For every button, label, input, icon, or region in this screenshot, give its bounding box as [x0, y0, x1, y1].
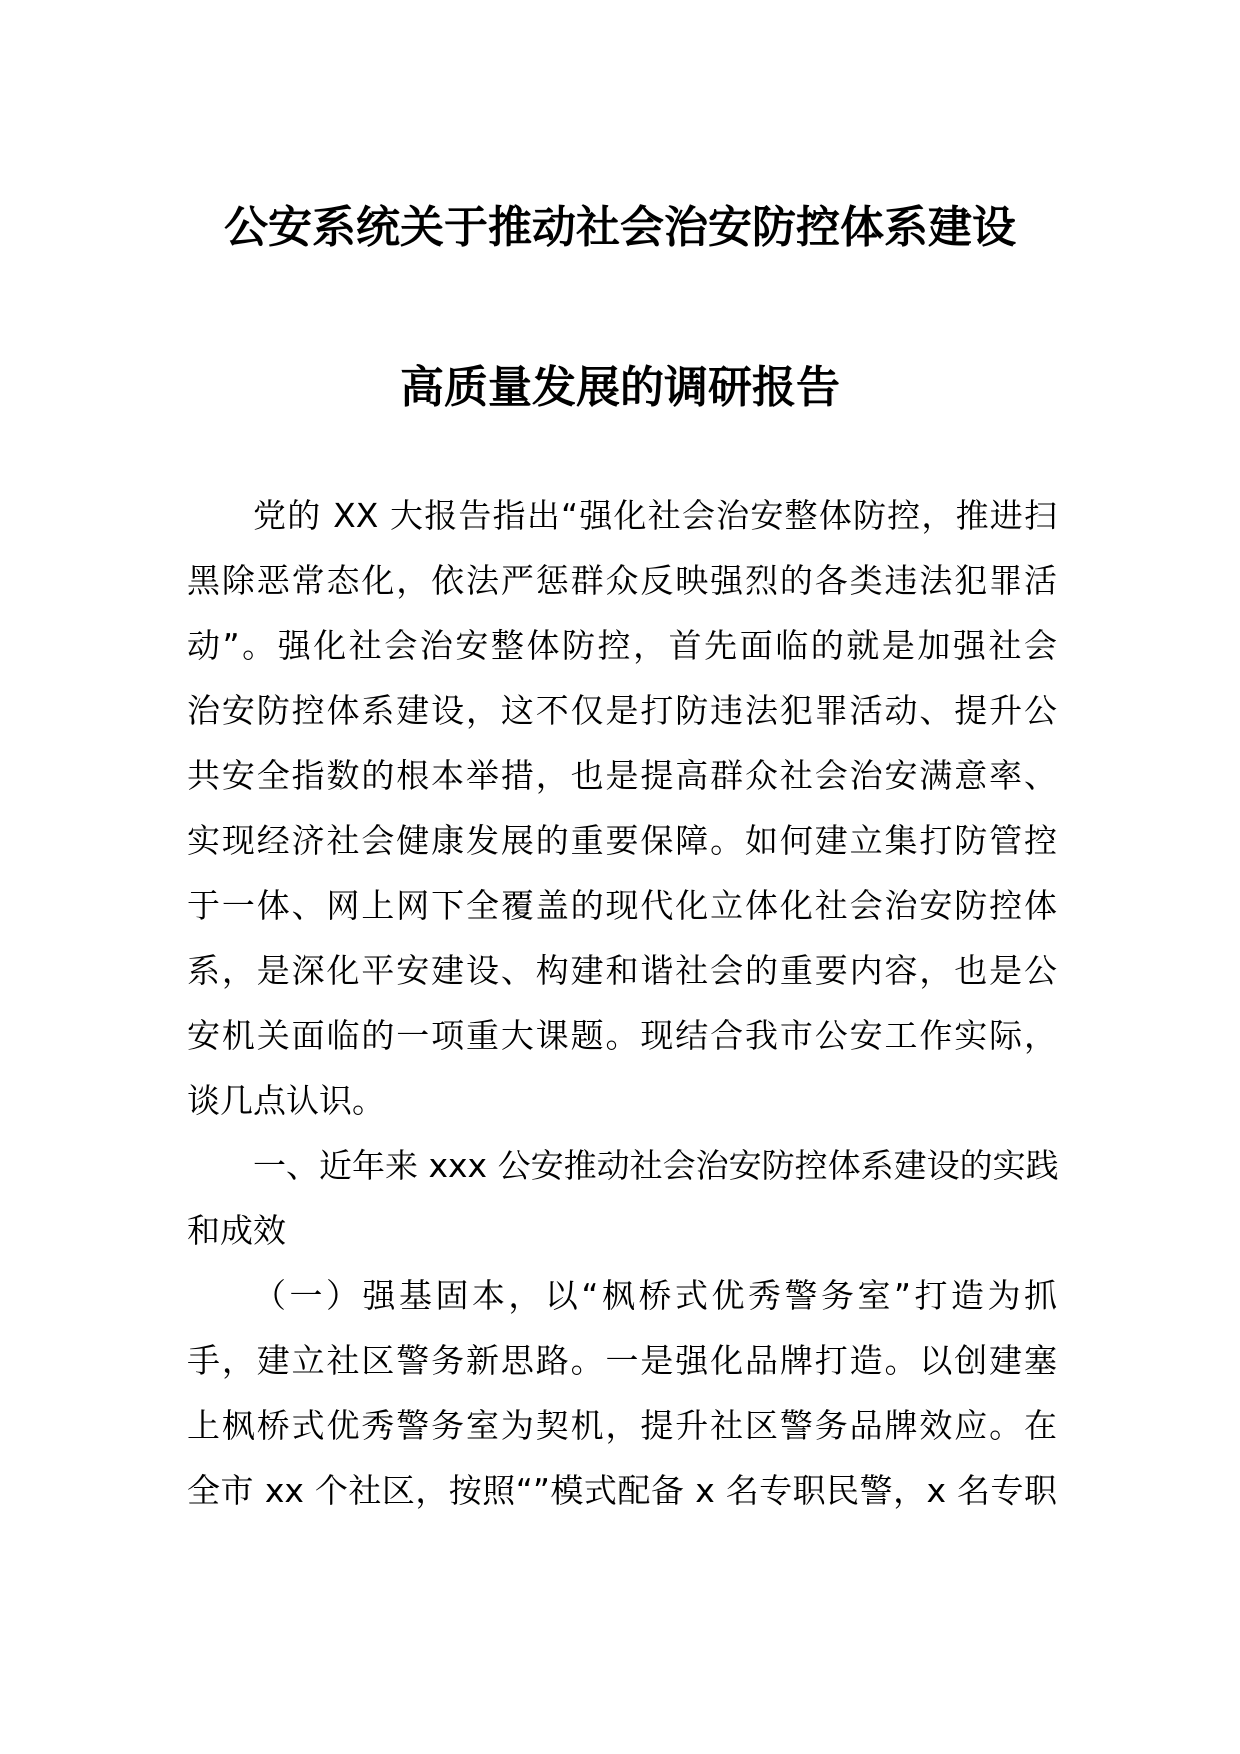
body-line: 上枫桥式优秀警务室为契机，提升社区警务品牌效应。在 — [187, 1406, 1057, 1445]
section-heading-line: 一、近年来 xxx 公安推动社会治安防控体系建设的实践 — [253, 1146, 1059, 1185]
document-body — [187, 483, 1057, 1523]
body-line: 治安防控体系建设，这不仅是打防违法犯罪活动、提升公 — [187, 691, 1057, 730]
body-line: 黑除恶常态化，依法严惩群众反映强烈的各类违法犯罪活 — [187, 561, 1057, 600]
body-line: 手，建立社区警务新思路。一是强化品牌打造。以创建塞 — [187, 1341, 1057, 1380]
body-line: 系，是深化平安建设、构建和谐社会的重要内容，也是公 — [187, 951, 1057, 990]
body-line: 于一体、网上网下全覆盖的现代化立体化社会治安防控体 — [187, 886, 1057, 925]
document-title-line-1: 公安系统关于推动社会治安防控体系建设 — [224, 202, 1016, 253]
body-line: 全市 xx 个社区，按照“”模式配备 x 名专职民警，x 名专职 — [187, 1471, 1057, 1510]
body-line: 安机关面临的一项重大课题。现结合我市公安工作实际， — [187, 1016, 1057, 1055]
body-line: 共安全指数的根本举措，也是提高群众社会治安满意率、 — [187, 756, 1057, 795]
document-title-line-2: 高质量发展的调研报告 — [400, 362, 840, 413]
body-line: 动”。强化社会治安整体防控，首先面临的就是加强社会 — [187, 626, 1057, 665]
body-line: （一）强基固本，以“枫桥式优秀警务室”打造为抓 — [253, 1276, 1057, 1315]
body-line: 谈几点认识。 — [187, 1081, 385, 1120]
body-line: 党的 XX 大报告指出“强化社会治安整体防控，推进扫 — [253, 496, 1057, 535]
body-line: 实现经济社会健康发展的重要保障。如何建立集打防管控 — [187, 821, 1057, 860]
section-heading-line: 和成效 — [187, 1211, 286, 1250]
